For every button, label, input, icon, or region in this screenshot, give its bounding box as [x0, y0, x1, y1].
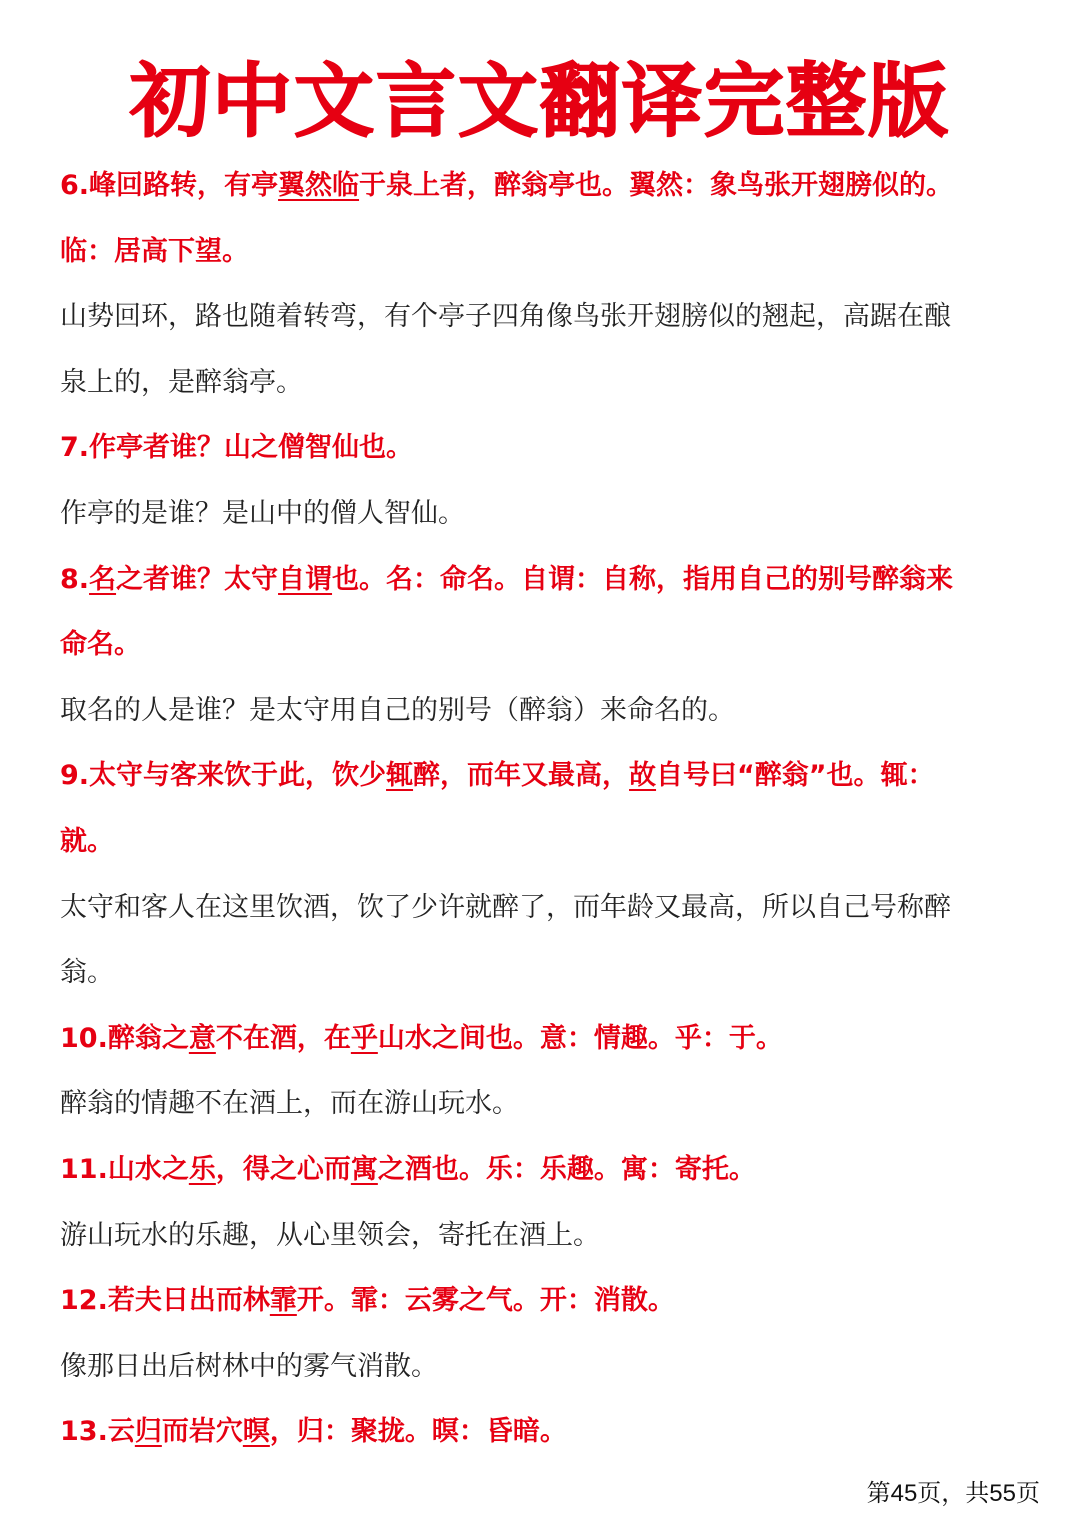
text-segment: 就。 — [60, 825, 114, 857]
original-text-line — [60, 547, 1035, 613]
underlined-keyword: 霏 — [269, 1285, 297, 1317]
translation-line — [60, 284, 1035, 350]
text-segment: 开。霏：云雾之气。开：消散。 — [296, 1285, 675, 1317]
original-text-line — [60, 153, 1035, 219]
original-text-line — [60, 219, 1035, 285]
original-text-line — [60, 809, 1035, 875]
text-segment: ，归：聚拢。暝：昏暗。 — [269, 1416, 567, 1448]
translation-line — [60, 1203, 1035, 1269]
text-segment: 之者谁？太守 — [116, 563, 279, 595]
text-segment: 也。名：命名。自谓：自称，指用自己的别号醉翁来 — [332, 563, 954, 595]
text-segment: 于泉上者，醉翁亭也。翼然：象鸟张开翅膀似的。 — [359, 170, 954, 201]
underlined-keyword: 名 — [89, 563, 117, 595]
underlined-keyword: 暝 — [242, 1416, 270, 1448]
underlined-keyword: 自谓 — [278, 563, 333, 595]
original-text-line — [60, 1399, 1035, 1465]
text-segment: 醉翁的情趣不在酒上，而在游山玩水。 — [60, 1088, 519, 1120]
text-segment: 之酒也。乐：乐趣。寓：寄托。 — [377, 1153, 756, 1185]
underlined-keyword: 意 — [188, 1022, 216, 1054]
text-segment: 10.醉翁之 — [60, 1022, 189, 1054]
original-text-line — [60, 1006, 1035, 1072]
text-segment: 山势回环，路也随着转弯，有个亭子四角像鸟张开翅膀似的翘起，高踞在酿 — [60, 301, 951, 333]
document-body — [60, 153, 1035, 1465]
underlined-keyword: 归 — [134, 1416, 162, 1448]
original-text-line — [60, 415, 1035, 481]
text-segment: ，得之心而 — [215, 1153, 351, 1185]
underlined-keyword: 乎 — [350, 1022, 378, 1054]
text-segment: 取名的人是谁？是太守用自己的别号（醉翁）来命名的。 — [60, 694, 735, 726]
translation-line — [60, 350, 1035, 416]
text-segment: 7.作亭者谁？山之僧智仙也。 — [60, 432, 414, 464]
translation-line — [60, 875, 1035, 941]
text-segment: 翁。 — [60, 957, 114, 989]
underlined-keyword: 乐 — [188, 1153, 216, 1185]
original-text-line — [60, 1137, 1035, 1203]
text-segment: 9.太守与客来饮于此，饮少 — [60, 760, 387, 792]
page-number: 第45页，共55页 — [866, 1480, 1040, 1507]
text-segment: 不在酒，在 — [215, 1022, 351, 1054]
text-segment: 12.若夫日出而林 — [60, 1285, 270, 1317]
text-segment: 游山玩水的乐趣，从心里领会，寄托在酒上。 — [60, 1219, 600, 1251]
underlined-keyword: 辄 — [386, 760, 414, 792]
original-text-line — [60, 743, 1035, 809]
underlined-keyword: 寓 — [350, 1153, 378, 1185]
text-segment: 泉上的，是醉翁亭。 — [60, 366, 303, 398]
text-segment: 作亭的是谁？是山中的僧人智仙。 — [60, 497, 465, 529]
underlined-keyword: 故 — [629, 760, 657, 792]
page-title: 初中文言文翻译完整版 — [130, 55, 950, 148]
text-segment: 山水之间也。意：情趣。乎：于。 — [377, 1022, 783, 1054]
text-segment: 太守和客人在这里饮酒，饮了少许就醉了，而年龄又最高，所以自己号称醉 — [60, 891, 951, 923]
text-segment: 像那日出后树林中的雾气消散。 — [60, 1350, 438, 1382]
original-text-line — [60, 612, 1035, 678]
translation-line — [60, 940, 1035, 1006]
translation-line — [60, 1071, 1035, 1137]
text-segment: 临：居高下望。 — [60, 235, 249, 267]
text-segment: 而岩穴 — [161, 1416, 243, 1448]
text-segment: 13.云 — [60, 1416, 135, 1448]
text-segment: 6.峰回路转，有亭 — [60, 170, 279, 201]
original-text-line — [60, 1268, 1035, 1334]
underlined-keyword: 临 — [332, 170, 360, 201]
translation-line — [60, 481, 1035, 547]
text-segment: 8. — [60, 563, 90, 595]
text-segment: 命名。 — [60, 629, 141, 661]
text-segment: 11.山水之 — [60, 1153, 189, 1185]
translation-line — [60, 1334, 1035, 1400]
underlined-keyword: 翼然 — [278, 170, 333, 201]
text-segment: 醉，而年又最高， — [413, 760, 630, 792]
text-segment: 自号曰“醉翁”也。辄： — [656, 760, 935, 792]
translation-line — [60, 678, 1035, 744]
